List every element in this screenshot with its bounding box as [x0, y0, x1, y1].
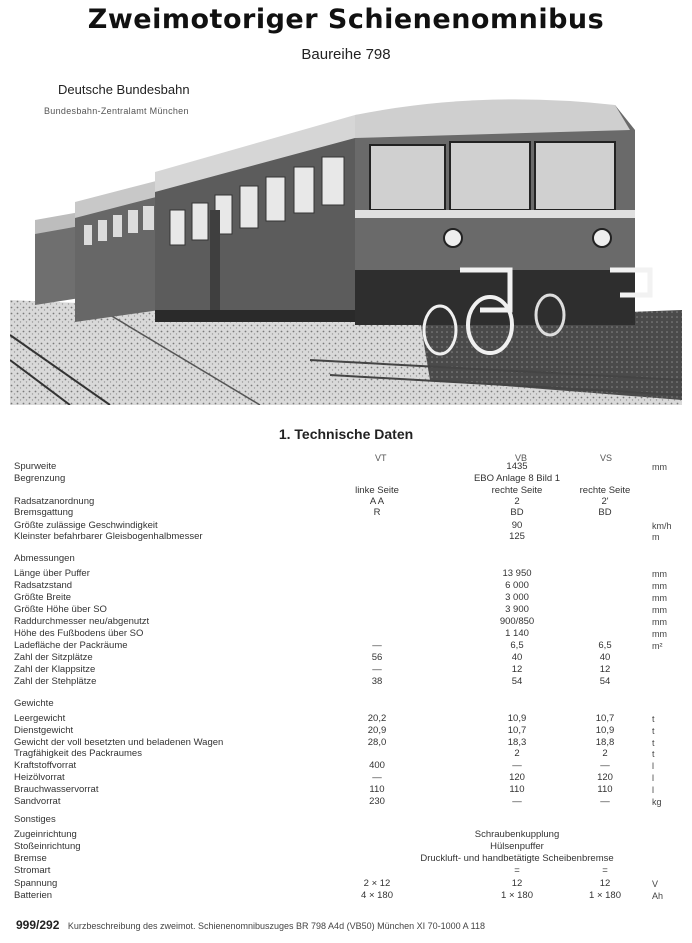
value-vt: 110	[369, 784, 385, 795]
row-label: Länge über Puffer	[14, 568, 90, 579]
value-vb: 10,9	[507, 713, 527, 724]
row-label: Ladefläche der Packräume	[14, 640, 128, 651]
value-vb: 120	[509, 772, 525, 783]
value-vs: 10,7	[595, 713, 615, 724]
row-label: Bremsgattung	[14, 507, 74, 518]
group-heading: Sonstiges	[14, 814, 56, 825]
value-vt: 400	[369, 760, 385, 771]
value-vt: 28,0	[367, 737, 387, 748]
value-vt: 38	[371, 676, 383, 687]
row-unit: mm	[652, 593, 667, 603]
value-vb: —	[512, 760, 522, 771]
value-vb: 1 140	[505, 628, 529, 639]
column-header-vb: VB	[515, 453, 528, 463]
value-vb: 2	[514, 496, 520, 507]
section-title: 1. Technische Daten	[278, 426, 414, 442]
row-unit: m²	[652, 641, 663, 651]
value-vt: 20,2	[367, 713, 387, 724]
row-unit: l	[652, 761, 654, 771]
value-vb: 13 950	[502, 568, 532, 579]
value-vt: linke Seite	[355, 485, 399, 496]
row-unit: V	[652, 879, 659, 889]
row-label: Raddurchmesser neu/abgenutzt	[14, 616, 150, 627]
document-subtitle: Baureihe 798	[301, 46, 391, 63]
row-label: Größte zulässige Geschwindigkeit	[14, 520, 158, 531]
footer-text: Kurzbeschreibung des zweimot. Schienenomnibuszuges BR 798 A4d (VB50) München XI 70-1000 A 118	[67, 921, 485, 931]
row-unit: m	[652, 532, 660, 542]
organization-name: Deutsche Bundesbahn	[58, 82, 190, 97]
value-vb: Druckluft- und handbetätigte Scheibenbremse	[420, 853, 614, 864]
value-vs: 1 × 180	[589, 890, 621, 901]
value-vs: 12	[599, 878, 611, 889]
value-vs: 110	[597, 784, 613, 795]
column-header-vs: VS	[600, 453, 613, 463]
value-vb: 3 000	[505, 592, 529, 603]
value-vt: A A	[369, 496, 385, 507]
row-label: Stromart	[14, 865, 51, 876]
row-unit: t	[652, 749, 655, 759]
value-vb: —	[512, 796, 522, 807]
value-vt: 56	[371, 652, 383, 663]
value-vs: BD	[598, 507, 612, 518]
value-vb: 6,5	[510, 640, 524, 651]
value-vs: 40	[599, 652, 611, 663]
value-vb: rechte Seite	[491, 485, 543, 496]
value-vs: 54	[599, 676, 611, 687]
value-vs: 120	[597, 772, 613, 783]
row-unit: mm	[652, 605, 667, 615]
value-vb: 40	[511, 652, 523, 663]
row-unit: t	[652, 714, 655, 724]
department-name: Bundesbahn-Zentralamt München	[44, 106, 189, 116]
row-label: Begrenzung	[14, 473, 66, 484]
value-vb: 12	[511, 878, 523, 889]
row-label: Größte Breite	[14, 592, 72, 603]
value-vt: 4 × 180	[361, 890, 393, 901]
row-label: Tragfähigkeit des Packraumes	[14, 748, 142, 759]
column-header-vt: VT	[375, 453, 387, 463]
row-label: Radsatzanordnung	[14, 496, 95, 507]
row-label: Zahl der Sitzplätze	[14, 652, 93, 663]
row-label: Zahl der Stehplätze	[14, 676, 97, 687]
row-label: Radsatzstand	[14, 580, 73, 591]
row-label: Stoßeinrichtung	[14, 841, 81, 852]
value-vb: 54	[511, 676, 523, 687]
value-vs: 10,9	[595, 725, 615, 736]
row-label: Größte Höhe über SO	[14, 604, 107, 615]
row-unit: l	[652, 785, 654, 795]
row-unit: t	[652, 738, 655, 748]
row-label: Gewicht der voll besetzten und beladenen Wagen	[14, 737, 224, 748]
value-vb: 1435	[506, 461, 528, 472]
row-label: Leergewicht	[14, 713, 66, 724]
value-vb: =	[514, 865, 520, 876]
value-vt: —	[372, 772, 382, 783]
value-vb: 900/850	[499, 616, 535, 627]
row-label: Kraftstoffvorrat	[14, 760, 77, 771]
value-vt: 2 × 12	[363, 878, 391, 889]
footer	[16, 918, 686, 932]
row-label: Zugeinrichtung	[14, 829, 77, 840]
group-heading: Abmessungen	[14, 553, 75, 564]
value-vs: —	[600, 760, 610, 771]
row-unit: mm	[652, 629, 667, 639]
row-label: Bremse	[14, 853, 47, 864]
value-vb: 2	[514, 748, 520, 759]
value-vb: 6 000	[505, 580, 529, 591]
value-vb: 125	[509, 531, 525, 542]
value-vb: EBO Anlage 8 Bild 1	[473, 473, 561, 484]
value-vs: 12	[599, 664, 611, 675]
row-unit: mm	[652, 617, 667, 627]
value-vb: Hülsenpuffer	[490, 841, 544, 852]
value-vs: 2'	[601, 496, 609, 507]
row-unit: l	[652, 773, 654, 783]
row-label: Heizölvorrat	[14, 772, 65, 783]
value-vb: 10,7	[507, 725, 527, 736]
value-vb: Schraubenkupplung	[474, 829, 560, 840]
row-unit: mm	[652, 462, 667, 472]
value-vt: R	[373, 507, 381, 518]
row-label: Höhe des Fußbodens über SO	[14, 628, 144, 639]
value-vt: —	[372, 664, 382, 675]
footer-code: 999/292	[16, 918, 60, 932]
row-unit: t	[652, 726, 655, 736]
value-vt: 20,9	[367, 725, 387, 736]
group-heading: Gewichte	[14, 698, 54, 709]
value-vs: rechte Seite	[579, 485, 631, 496]
row-label: Spannung	[14, 878, 58, 889]
row-unit: Ah	[652, 891, 664, 901]
row-label: Zahl der Klappsitze	[14, 664, 96, 675]
value-vb: 18,3	[507, 737, 527, 748]
value-vb: 3 900	[505, 604, 529, 615]
row-unit: km/h	[652, 521, 672, 531]
document-title: Zweimotoriger Schienenomnibus	[87, 4, 605, 35]
value-vs: =	[602, 865, 608, 876]
row-unit: mm	[652, 569, 667, 579]
row-label: Batterien	[14, 890, 53, 901]
row-unit: mm	[652, 581, 667, 591]
value-vs: 18,8	[595, 737, 615, 748]
value-vb: 1 × 180	[501, 890, 533, 901]
value-vb: BD	[510, 507, 524, 518]
value-vt: —	[372, 640, 382, 651]
row-unit: kg	[652, 797, 662, 807]
value-vs: —	[600, 796, 610, 807]
value-vb: 110	[509, 784, 525, 795]
value-vs: 2	[602, 748, 608, 759]
value-vt: 230	[369, 796, 385, 807]
value-vb: 12	[511, 664, 523, 675]
row-label: Brauchwasservorrat	[14, 784, 99, 795]
value-vb: 90	[511, 520, 523, 531]
row-label: Sandvorrat	[14, 796, 61, 807]
row-label: Spurweite	[14, 461, 57, 472]
row-label: Dienstgewicht	[14, 725, 74, 736]
row-label: Kleinster befahrbarer Gleisbogenhalbmesser	[14, 531, 203, 542]
value-vs: 6,5	[598, 640, 612, 651]
